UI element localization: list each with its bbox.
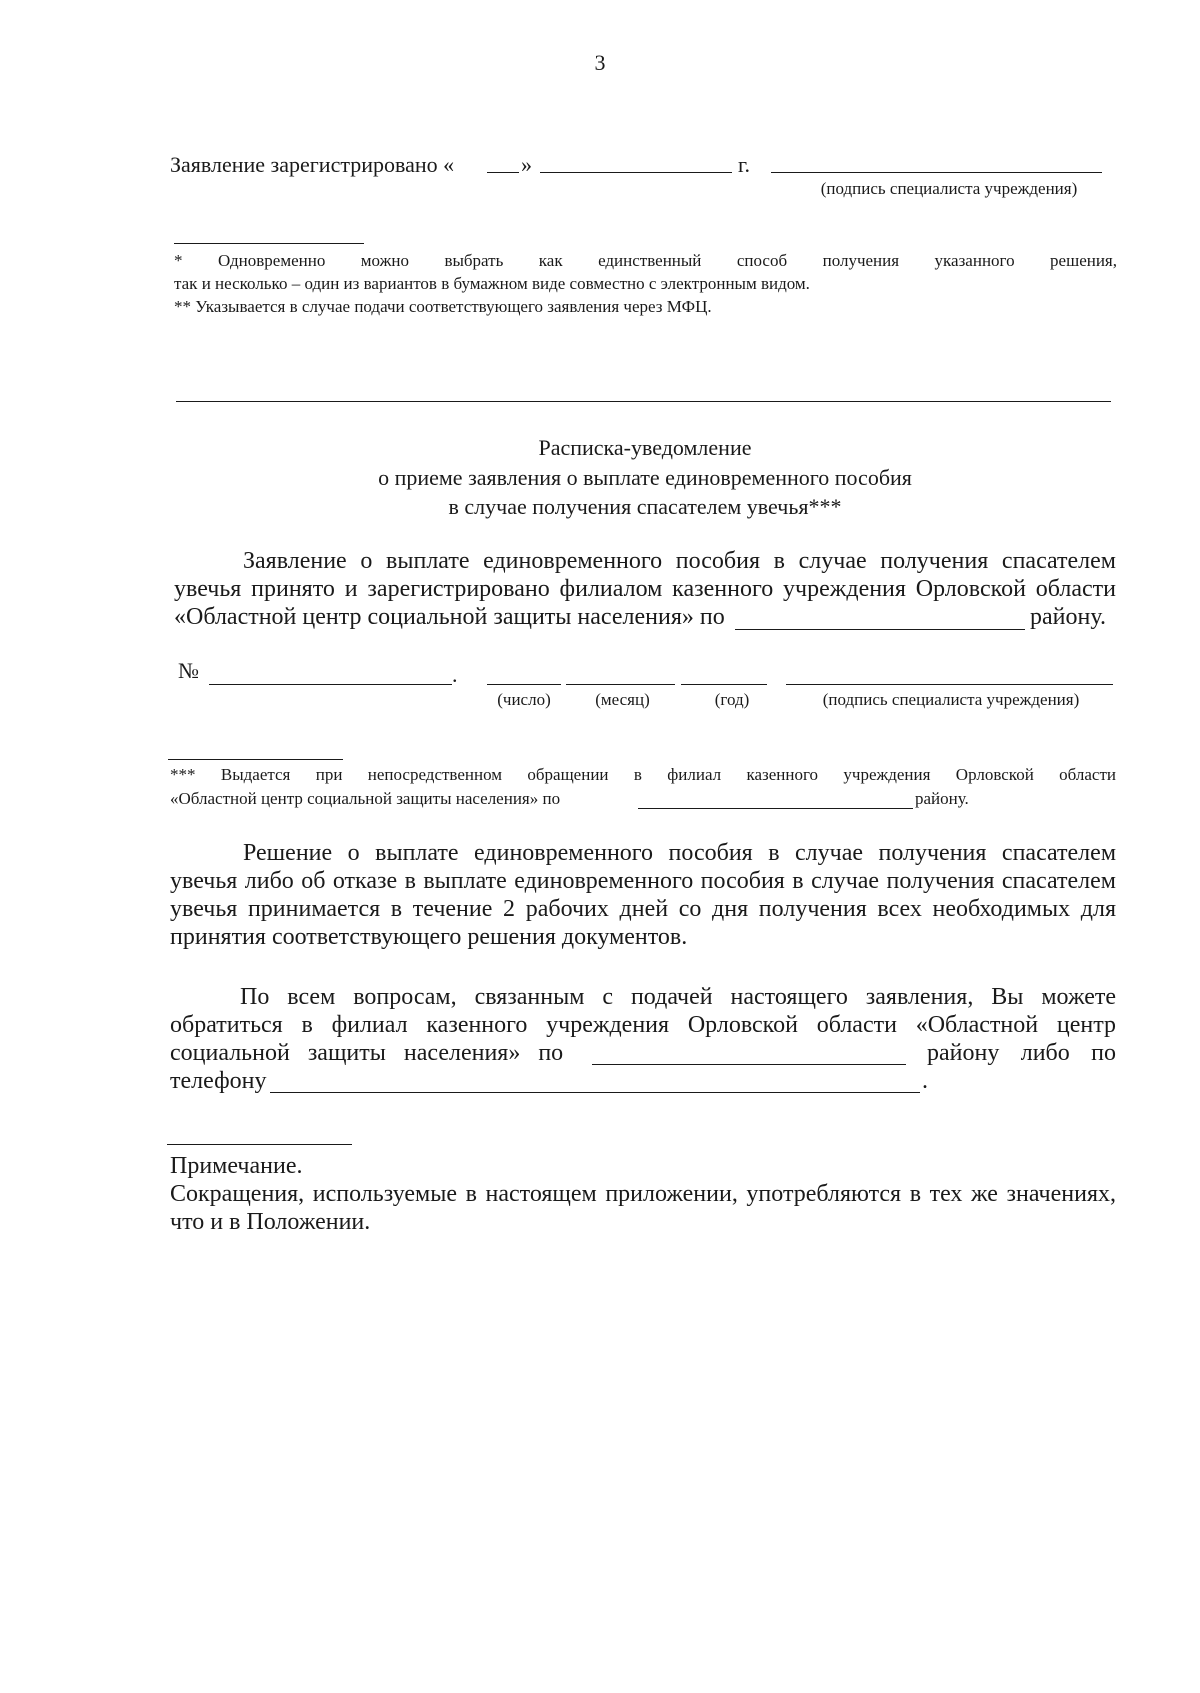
contacts-line-3-end: району либо по [927,1040,1116,1066]
cut-line [176,401,1111,402]
receipt-title-line-2: о приеме заявления о выплате единовременного пособия [378,465,912,490]
caption-day: (число) [497,690,551,709]
district-blank [735,629,1025,630]
registration-month-blank [540,172,732,173]
receipt-title-line-1: Расписка-уведомление [538,435,752,460]
contacts-line-1: По всем вопросам, связанным с подачей настоящего заявления, Вы можете [240,984,1116,1010]
contacts-line-2: обратиться в филиал казенного учреждения Орловской области «Областной центр [170,1012,1116,1038]
registration-quote-close: » [521,152,532,177]
contacts-line-4-end: . [922,1068,928,1094]
receipt-footnote-line-2-start: «Областной центр социальной защиты населения» по [170,789,561,808]
month-blank [566,684,675,685]
day-blank [487,684,561,685]
decision-line-3: увечья принимается в течение 2 рабочих дней со дня получения всех необходимых для [170,896,1116,922]
contacts-line-4-start: телефону [170,1068,267,1094]
receipt-footnote-district-blank [638,808,913,809]
footnote-1-line-2: так и несколько – один из вариантов в бумажном виде совместно с электронным видом. [174,274,810,293]
registration-day-blank [487,172,519,173]
receipt-footnote-separator [168,759,343,760]
registration-year-suffix: г. [738,152,751,177]
registration-signature-caption: (подпись специалиста учреждения) [820,179,1078,198]
receipt-title-line-3: в случае получения спасателем увечья*** [448,494,842,519]
number-sign: № [178,658,199,683]
contacts-district-blank [592,1064,906,1065]
receipt-number-blank [209,684,452,685]
receipt-footnote-line-1: *** Выдается при непосредственном обращении в филиал казенного учреждения Орловской области [170,765,1116,784]
note-line-1: Сокращения, используемые в настоящем приложении, употребляются в тех же значениях, [170,1181,1116,1207]
note-line-2: что и в Положении. [170,1209,371,1235]
note-heading: Примечание. [170,1153,303,1179]
decision-line-2: увечья либо об отказе в выплате единовременного пособия в случае получения спасателем [170,868,1116,894]
receipt-footnote-line-2-end: району. [915,789,969,808]
receipt-signature-blank [786,684,1113,685]
number-dot: . [452,662,458,687]
registration-label: Заявление зарегистрировано « [170,152,455,177]
decision-line-1: Решение о выплате единовременного пособия в случае получения спасателем [243,840,1116,866]
caption-signature: (подпись специалиста учреждения) [822,690,1080,709]
footnote-1-line-1: * Одновременно можно выбрать как единственный способ получения указанного решения, [174,251,1117,270]
receipt-paragraph-line-1: Заявление о выплате единовременного пособия в случае получения спасателем [243,548,1116,574]
note-separator [167,1144,352,1145]
caption-month: (месяц) [595,690,650,709]
footnote-2: ** Указывается в случае подачи соответствующего заявления через МФЦ. [174,297,712,316]
phone-blank [270,1092,920,1093]
receipt-paragraph-line-2: увечья принято и зарегистрировано филиалом казенного учреждения Орловской области [174,576,1116,602]
footnote-separator [174,243,364,244]
receipt-paragraph-line-3-end: району. [1030,604,1106,630]
caption-year: (год) [714,690,750,709]
page-number: 3 [594,50,606,75]
receipt-paragraph-line-3-start: «Областной центр социальной защиты населения» по [174,604,725,630]
year-blank [681,684,767,685]
contacts-line-3-start: социальной защиты населения» по [170,1040,564,1066]
registration-signature-blank [771,172,1102,173]
decision-line-4: принятия соответствующего решения документов. [170,924,688,950]
